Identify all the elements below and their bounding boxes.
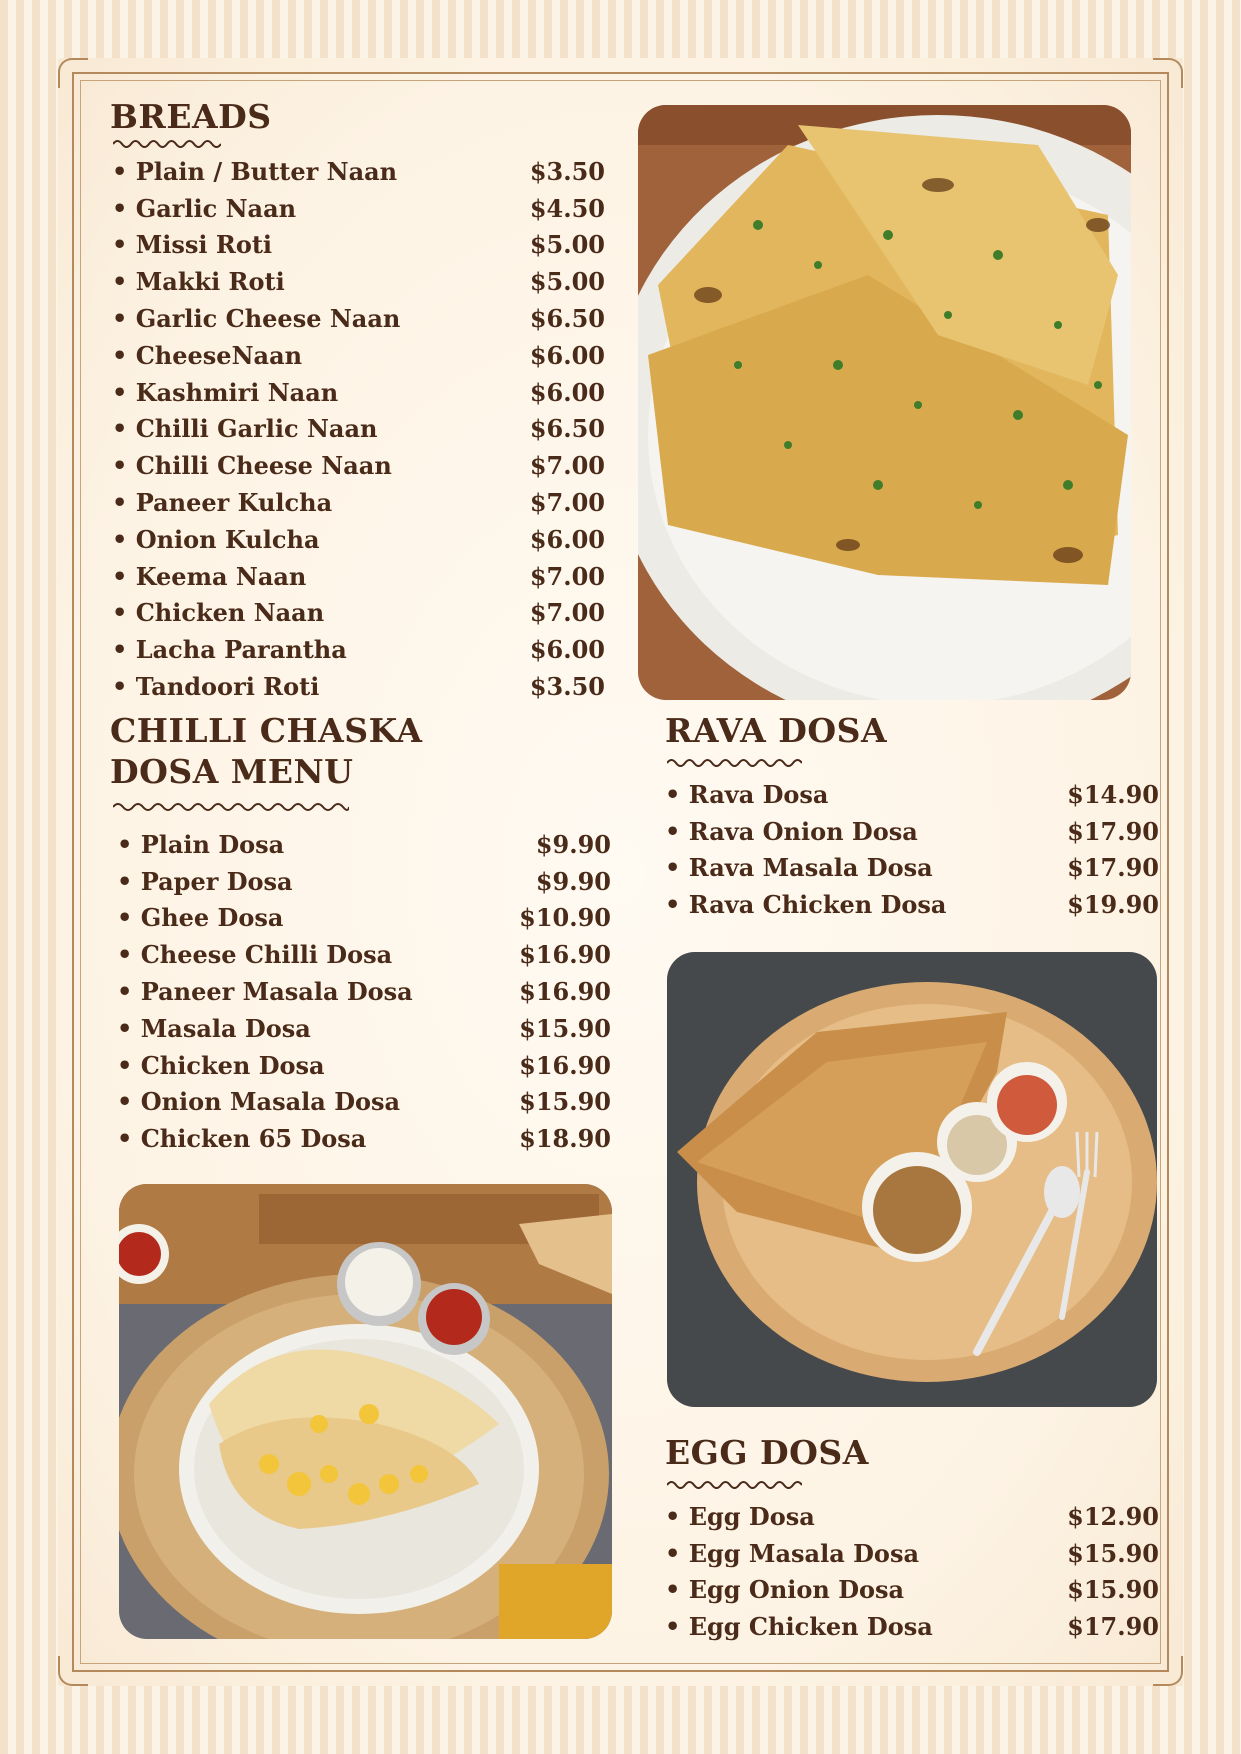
menu-item [112, 631, 605, 668]
menu-item-price: $15.90 [1067, 1575, 1159, 1605]
title-divider-squiggle [667, 1479, 802, 1491]
title-divider-squiggle [113, 801, 349, 813]
menu-item-name: • Ghee Dosa [117, 903, 283, 932]
menu-item-price: $3.50 [529, 156, 605, 186]
menu-item-name: • Lacha Parantha [112, 635, 347, 664]
dosa-menu-list [117, 826, 611, 1157]
menu-item-price: $9.90 [535, 829, 611, 859]
menu-item [112, 153, 605, 190]
menu-item [112, 447, 605, 484]
menu-item-name: • Paneer Kulcha [112, 488, 332, 517]
menu-item-price: $3.50 [529, 672, 605, 702]
menu-item [117, 1010, 611, 1047]
menu-item-name: • Paneer Masala Dosa [117, 977, 413, 1006]
menu-item-price: $6.00 [529, 524, 605, 554]
menu-item-name: • Chicken Dosa [117, 1051, 325, 1080]
menu-item [112, 595, 605, 632]
menu-item-price: $4.50 [529, 193, 605, 223]
menu-item-name: • Missi Roti [112, 230, 272, 259]
menu-item [117, 900, 611, 937]
egg-dosa-title: EGG DOSA [665, 1433, 869, 1472]
menu-item-name: • Onion Masala Dosa [117, 1087, 400, 1116]
menu-item [112, 411, 605, 448]
menu-item-price: $15.90 [519, 1087, 611, 1117]
menu-item-name: • Keema Naan [112, 562, 306, 591]
menu-item-name: • Plain Dosa [117, 830, 284, 859]
dosa-menu-title-line1: CHILLI CHASKA [110, 711, 423, 750]
frame-corner-ornament [1153, 58, 1183, 88]
menu-item [112, 227, 605, 264]
rava-dosa-photo [667, 952, 1157, 1407]
menu-item-name: • Rava Onion Dosa [665, 817, 918, 846]
menu-item [117, 863, 611, 900]
breads-list [112, 153, 605, 705]
menu-item [112, 558, 605, 595]
menu-item-name: • Cheese Chilli Dosa [117, 940, 392, 969]
menu-item-price: $15.90 [1067, 1538, 1159, 1568]
menu-item-name: • Kashmiri Naan [112, 378, 338, 407]
menu-item-name: • Chicken Naan [112, 598, 324, 627]
rava-dosa-title: RAVA DOSA [665, 711, 888, 750]
menu-item [665, 1608, 1159, 1645]
menu-item [665, 886, 1159, 923]
menu-item [117, 973, 611, 1010]
dosa-menu-title-line2: DOSA MENU [110, 752, 354, 791]
masala-dosa-photo [119, 1184, 612, 1639]
menu-item [665, 1535, 1159, 1572]
menu-item [117, 1084, 611, 1121]
menu-item [112, 374, 605, 411]
menu-item-name: • Garlic Cheese Naan [112, 304, 400, 333]
menu-item [112, 668, 605, 705]
menu-item-price: $5.00 [529, 267, 605, 297]
menu-item-name: • Egg Chicken Dosa [665, 1612, 933, 1641]
menu-item [117, 936, 611, 973]
menu-item-price: $7.00 [529, 561, 605, 591]
frame-corner-ornament [58, 58, 88, 88]
menu-item-price: $6.50 [529, 304, 605, 334]
menu-item-name: • Chilli Garlic Naan [112, 414, 377, 443]
menu-item-name: • Garlic Naan [112, 194, 296, 223]
menu-item [117, 1120, 611, 1157]
menu-item-price: $17.90 [1067, 853, 1159, 883]
menu-item-price: $16.90 [519, 940, 611, 970]
menu-item-name: • Rava Masala Dosa [665, 853, 933, 882]
menu-item-name: • Rava Dosa [665, 780, 828, 809]
naan-photo [638, 105, 1131, 700]
egg-dosa-list [665, 1498, 1159, 1645]
menu-item [112, 521, 605, 558]
title-divider-squiggle [667, 757, 802, 769]
menu-item-price: $17.90 [1067, 816, 1159, 846]
menu-item-price: $14.90 [1067, 779, 1159, 809]
menu-item-price: $18.90 [519, 1124, 611, 1154]
menu-item-name: • Rava Chicken Dosa [665, 890, 946, 919]
menu-item-price: $9.90 [535, 866, 611, 896]
menu-item [112, 300, 605, 337]
menu-item-name: • Paper Dosa [117, 867, 293, 896]
frame-corner-ornament [1153, 1656, 1183, 1686]
menu-item-price: $7.00 [529, 451, 605, 481]
breads-title: BREADS [110, 97, 272, 136]
menu-item-price: $19.90 [1067, 890, 1159, 920]
menu-item-name: • Chicken 65 Dosa [117, 1124, 366, 1153]
menu-item [112, 263, 605, 300]
menu-item-name: • Masala Dosa [117, 1014, 311, 1043]
rava-dosa-list [665, 776, 1159, 923]
menu-item [117, 826, 611, 863]
menu-item-price: $6.00 [529, 340, 605, 370]
menu-item [665, 776, 1159, 813]
menu-item [665, 813, 1159, 850]
menu-item-name: • Plain / Butter Naan [112, 157, 397, 186]
frame-corner-ornament [58, 1656, 88, 1686]
title-divider-squiggle [113, 138, 221, 150]
menu-item-name: • Egg Masala Dosa [665, 1539, 919, 1568]
menu-item-name: • Egg Dosa [665, 1502, 815, 1531]
menu-item-name: • Tandoori Roti [112, 672, 319, 701]
menu-item [665, 1498, 1159, 1535]
menu-item [112, 337, 605, 374]
menu-item-name: • Egg Onion Dosa [665, 1575, 904, 1604]
menu-item-price: $7.00 [529, 598, 605, 628]
menu-item [112, 484, 605, 521]
menu-item-name: • CheeseNaan [112, 341, 302, 370]
menu-item-price: $6.00 [529, 635, 605, 665]
menu-item-name: • Onion Kulcha [112, 525, 320, 554]
menu-item-price: $10.90 [519, 903, 611, 933]
menu-item-price: $5.00 [529, 230, 605, 260]
menu-item-price: $7.00 [529, 488, 605, 518]
menu-item-price: $17.90 [1067, 1612, 1159, 1642]
menu-item-price: $16.90 [519, 1050, 611, 1080]
menu-item [665, 1572, 1159, 1609]
menu-item [112, 190, 605, 227]
menu-item-price: $16.90 [519, 977, 611, 1007]
menu-item-price: $6.00 [529, 377, 605, 407]
menu-item-price: $15.90 [519, 1013, 611, 1043]
menu-item-name: • Chilli Cheese Naan [112, 451, 392, 480]
menu-item-name: • Makki Roti [112, 267, 285, 296]
menu-item-price: $6.50 [529, 414, 605, 444]
menu-item-price: $12.90 [1067, 1501, 1159, 1531]
menu-item [117, 1047, 611, 1084]
menu-item [665, 850, 1159, 887]
